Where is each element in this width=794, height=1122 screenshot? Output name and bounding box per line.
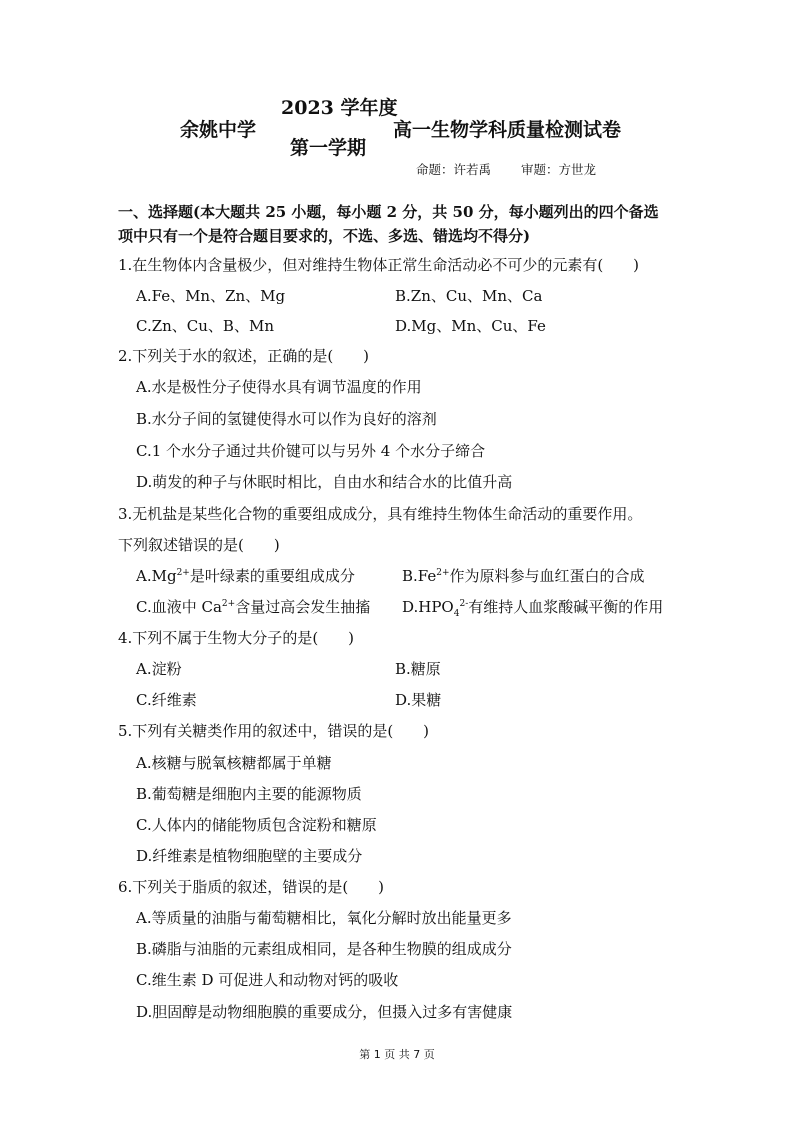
question-2-option-c: C.1 个水分子通过共价键可以与另外 4 个水分子缔合 — [136, 442, 486, 460]
semester: 第一学期 — [290, 137, 367, 159]
question-1-option-d: D.Mg、Mn、Cu、Fe — [395, 317, 546, 335]
question-5-option-b: B.葡萄糖是细胞内主要的能源物质 — [136, 785, 362, 803]
question-6-option-b: B.磷脂与油脂的元素组成相同，是各种生物膜的组成成分 — [136, 940, 512, 958]
question-1-option-a: A.Fe、Mn、Zn、Mg — [136, 287, 286, 305]
academic-year: 2023 学年度 — [281, 97, 398, 119]
question-1-option-b: B.Zn、Cu、Mn、Ca — [395, 287, 543, 305]
page-number: 第 1 页 共 7 页 — [359, 1048, 435, 1061]
exam-title: 高一生物学科质量检测试卷 — [393, 119, 622, 141]
question-3-option-d: $D.HPO_4^{2-}$有维持人血浆酸碱平衡的作用 — [402, 598, 664, 619]
question-5-option-a: A.核糖与脱氧核糖都属于单糖 — [136, 754, 332, 772]
question-1-stem: 1.在生物体内含量极少，但对维持生物体正常生命活动必不可少的元素有( ) — [118, 256, 640, 274]
question-3-option-b: $B.Fe^{2+}$作为原料参与血红蛋白的合成 — [402, 567, 645, 585]
question-3-option-c: C.血液中 $Ca^{2+}$含量过高会发生抽搐 — [136, 598, 371, 616]
question-3-stem-line1: 3.无机盐是某些化合物的重要组成成分，具有维持生物体生命活动的重要作用。 — [118, 505, 643, 523]
question-2-stem: 2.下列关于水的叙述，正确的是( ) — [118, 347, 370, 365]
question-3-stem-line2: 下列叙述错误的是( ) — [118, 536, 280, 554]
question-4-option-c: C.纤维素 — [136, 691, 197, 709]
section-heading-line1: 一、选择题(本大题共 25 小题，每小题 2 分，共 50 分，每小题列出的四个备选 — [118, 203, 659, 221]
reviewer-label: 审题：方世龙 — [521, 162, 597, 177]
question-5-option-c: C.人体内的储能物质包含淀粉和糖原 — [136, 816, 377, 834]
question-6-option-c: C.维生素 D 可促进人和动物对钙的吸收 — [136, 971, 399, 989]
question-4-option-b: B.糖原 — [395, 660, 441, 678]
section-heading — [118, 200, 659, 248]
question-3-option-a: $A.Mg^{2+}$是叶绿素的重要组成成分 — [136, 567, 355, 585]
question-4-stem: 4.下列不属于生物大分子的是( ) — [118, 629, 355, 647]
question-1-option-c: C.Zn、Cu、B、Mn — [136, 317, 274, 335]
school-name: 余姚中学 — [180, 119, 257, 141]
question-2-option-b: B.水分子间的氢键使得水可以作为良好的溶剂 — [136, 410, 437, 428]
question-5-stem: 5.下列有关糖类作用的叙述中，错误的是( ) — [118, 722, 430, 740]
question-6-option-d: D.胆固醇是动物细胞膜的重要成分，但摄入过多有害健康 — [136, 1003, 513, 1021]
setter-label: 命题：许若禹 — [416, 162, 492, 177]
question-6-stem: 6.下列关于脂质的叙述，错误的是( ) — [118, 878, 385, 896]
question-5-option-d: D.纤维素是植物细胞壁的主要成分 — [136, 847, 363, 865]
question-2-option-d: D.萌发的种子与休眠时相比，自由水和结合水的比值升高 — [136, 473, 513, 491]
section-heading-line2: 项中只有一个是符合题目要求的，不选、多选、错选均不得分) — [118, 227, 531, 245]
exam-authors — [416, 160, 596, 178]
question-4-option-d: D.果糖 — [395, 691, 442, 709]
question-2-option-a: A.水是极性分子使得水具有调节温度的作用 — [136, 378, 422, 396]
question-6-option-a: A.等质量的油脂与葡萄糖相比，氧化分解时放出能量更多 — [136, 909, 512, 927]
question-4-option-a: A.淀粉 — [136, 660, 182, 678]
